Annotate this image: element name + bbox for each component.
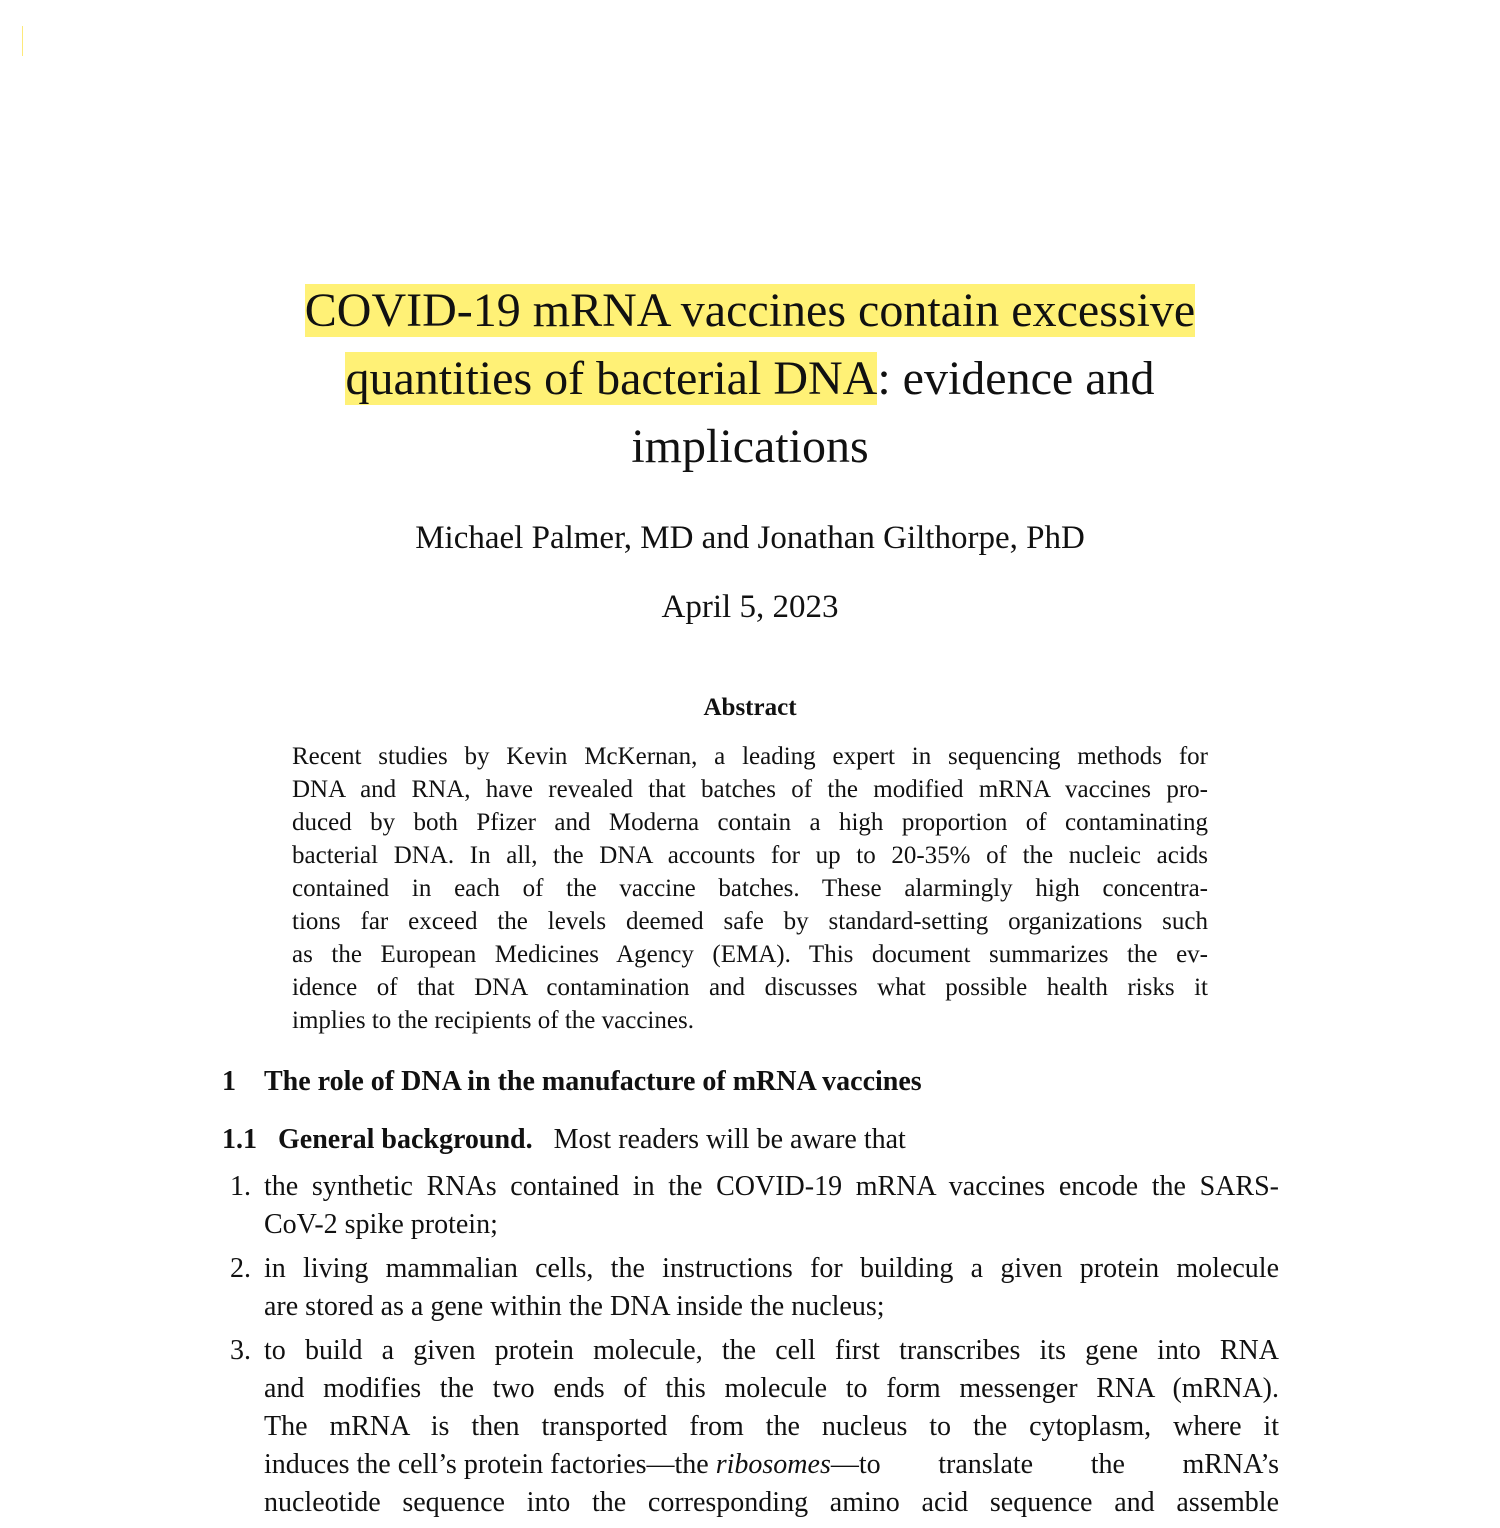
list-number: 2. (230, 1253, 251, 1284)
list-line: to build a given protein molecule, the cell first transcribes its gene into RNA (264, 1335, 1279, 1366)
list-line (264, 1446, 1279, 1484)
abstract-line: DNA and RNA, have revealed that batches of the modified mRNA vaccines pro- (292, 776, 1208, 803)
title-line-2-rest: : evidence and (877, 352, 1155, 405)
list-line: in living mammalian cells, the instructions for building a given protein molecule (264, 1253, 1279, 1284)
paper-title (0, 277, 1500, 481)
list-line: and modifies the two ends of this molecule to form messenger RNA (mRNA). (264, 1373, 1279, 1404)
list-line: The mRNA is then transported from the nucleus to the cytoplasm, where it (264, 1411, 1279, 1442)
subsection-title: General background. (278, 1124, 533, 1155)
list-line-end: —to translate the mRNA’s (830, 1449, 1279, 1480)
title-line-3: implications (631, 420, 869, 473)
abstract-line: Recent studies by Kevin McKernan, a leading expert in sequencing methods for (292, 743, 1208, 770)
section-title: The role of DNA in the manufacture of mRNA vaccines (264, 1066, 922, 1097)
list-line: the synthetic RNAs contained in the COVID-19 mRNA vaccines encode the SARS- (264, 1171, 1279, 1202)
subsection-lead: Most readers will be aware that (553, 1124, 906, 1155)
italic-term: ribosomes (715, 1449, 831, 1480)
section-number: 1 (222, 1066, 236, 1097)
list-number: 3. (230, 1335, 251, 1366)
abstract-line: contained in each of the vaccine batches. These alarmingly high concentra- (292, 875, 1208, 902)
list-item (222, 1332, 1279, 1522)
abstract-line: duced by both Pfizer and Moderna contain a high proportion of contaminating (292, 809, 1208, 836)
section-heading (222, 1066, 922, 1098)
abstract-line: idence of that DNA contamination and discusses what possible health risks it (292, 974, 1208, 1001)
subsection-number: 1.1 (222, 1124, 257, 1155)
subsection (222, 1124, 906, 1156)
list-line-start: induces the cell’s protein factories—the (264, 1449, 716, 1480)
abstract-line: implies to the recipients of the vaccines. (292, 1007, 694, 1034)
list-item (222, 1168, 1279, 1244)
highlight-marker (22, 26, 23, 56)
list-line: nucleotide sequence into the corresponding amino acid sequence and assemble (264, 1487, 1279, 1518)
title-highlight: quantities of bacterial DNA (345, 352, 878, 405)
title-line-1: COVID-19 mRNA vaccines contain excessive (304, 284, 1196, 337)
date: April 5, 2023 (661, 589, 839, 625)
list-item (222, 1250, 1279, 1326)
abstract-body (292, 740, 1208, 1037)
abstract-line: bacterial DNA. In all, the DNA accounts for up to 20-35% of the nucleic acids (292, 842, 1208, 869)
abstract-heading: Abstract (703, 694, 797, 721)
list-number: 1. (230, 1171, 251, 1202)
list-line: are stored as a gene within the DNA inside the nucleus; (264, 1291, 885, 1322)
list-line: CoV-2 spike protein; (264, 1209, 498, 1240)
abstract-line: as the European Medicines Agency (EMA). This document summarizes the ev- (292, 941, 1208, 968)
numbered-list (222, 1168, 1279, 1528)
abstract-line: tions far exceed the levels deemed safe by standard-setting organizations such (292, 908, 1208, 935)
authors: Michael Palmer, MD and Jonathan Gilthorpe, PhD (415, 520, 1085, 556)
